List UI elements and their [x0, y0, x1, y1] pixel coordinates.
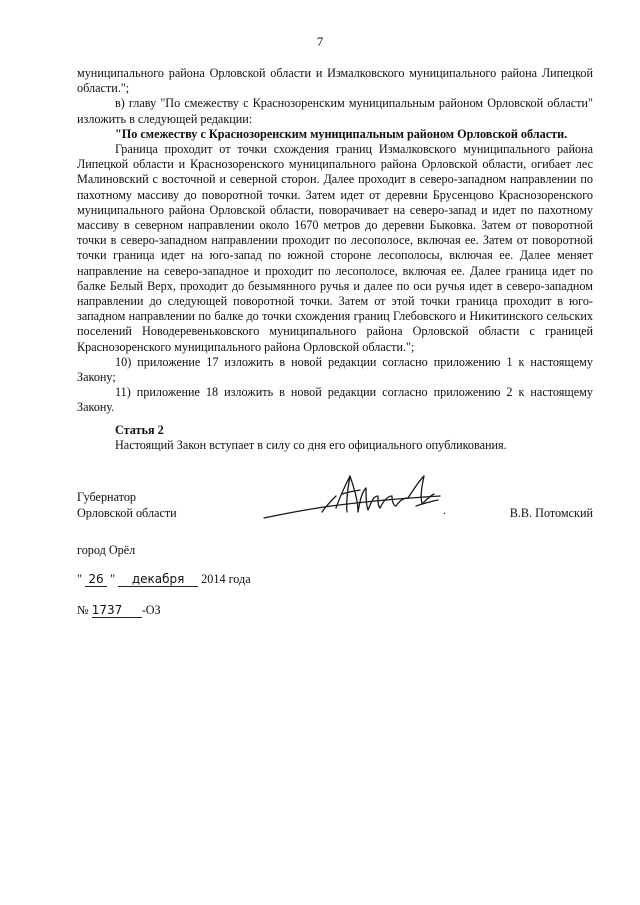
date-quote-close: " — [110, 572, 116, 586]
position-line-2: Орловской области — [77, 505, 177, 520]
law-number-suffix: -ОЗ — [141, 603, 161, 617]
date-year: 2014 года — [201, 572, 251, 586]
signature-dot: . — [443, 503, 446, 517]
paragraph-5: 10) приложение 17 изложить в новой редакции согласно приложению 1 к настоящему Закону; — [77, 354, 593, 385]
date-line — [77, 572, 251, 587]
paragraph-4: Граница проходит от точки схождения границ Измалковского муниципального района Липецкой области и Краснозоренского муниципального района Орловской области, огибает лес Малиновский с восточной и северной сторон. Далее проходит в северо-западном направлении по пахотному массиву до поворотной точки. Затем идет от деревни Брусенцово Краснозоренского муниципального района Орловской области, поворачивает на северо-запад и идет по пахотному массиву в северном направлении около 1670 метров до деревни Быковка. Затем от поворотной точки в северо-западном направлении проходит по лесополосе, включая ее. Затем от поворотной точки граница идет на юго-запад по южной стороне лесополосы, включая ее. Далее меняет направление на северо-западное и проходит по лесополосе, включая ее. Далее граница идет по балке Белый Верх, проходит до безымянного ручья и далее по оси ручья идет в северо-западном направлении до следующей поворотной точки. Затем от этой точки граница проходит в юго-западном направлении по балке до точки схождения границ Глебовского и Никитинского сельских поселений Новодеревеньковского муниципального района Орловской области с границей Краснозоренского муниципального района Орловской области."; — [77, 142, 593, 354]
date-day: 26 — [85, 573, 107, 587]
date-quote-open: " — [77, 572, 82, 586]
signatory-position — [77, 490, 177, 521]
signatory-name: В.В. Потомский — [509, 506, 593, 520]
paragraph-3-heading: "По смежеству с Краснозоренским муниципальным районом Орловской области. — [115, 126, 568, 141]
paragraph-6: 11) приложение 18 изложить в новой редакции согласно приложению 2 к настоящему Закону. — [77, 385, 593, 415]
city-line: город Орёл — [77, 543, 136, 557]
date-month: декабря — [118, 573, 198, 587]
position-line-1: Губернатор — [77, 490, 137, 504]
page-number: 7 — [316, 34, 324, 49]
law-number-line — [77, 603, 161, 618]
law-number: 1737 — [92, 604, 142, 618]
body-text — [77, 66, 593, 416]
handwritten-signature — [262, 466, 452, 526]
law-number-prefix: № — [77, 603, 89, 617]
paragraph-1: муниципального района Орловской области и Измалковского муниципального района Липецкой области."; — [77, 66, 593, 96]
article-heading: Статья 2 — [115, 423, 164, 437]
paragraph-2: в) главу "По смежеству с Краснозоренским муниципальным районом Орловской области" изложить в следующей редакции: — [77, 96, 593, 126]
article-text: Настоящий Закон вступает в силу со дня его официального опубликования. — [115, 438, 507, 452]
